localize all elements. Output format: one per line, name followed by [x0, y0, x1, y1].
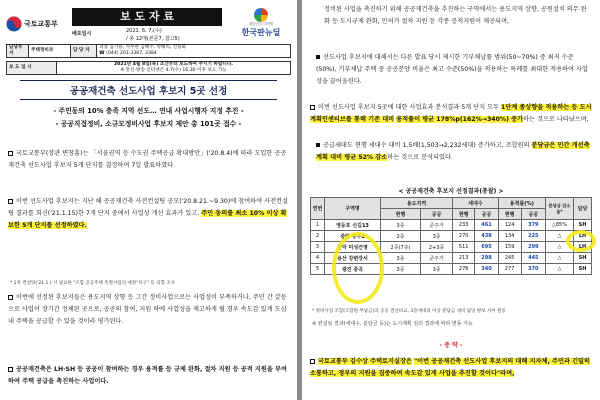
bullet-icon — [316, 143, 320, 147]
sub-header: 공공 — [521, 209, 545, 220]
col-zone: 용도지역 — [381, 198, 453, 209]
square-bullet-icon — [8, 199, 13, 204]
brand-small: 대한민국 대전환 — [248, 22, 274, 26]
right-para-3: 이번 선도사업 후보지 5곳에 대한 사업효과 분석결과 5개 단지 모두 1단계 종상향을 적용하는 등 도시계획인센티브를 통해 기존 대비 용적률이 평균 178%p(162%→340%) 증가하는 것으로 나타났으며, — [310, 104, 592, 123]
table-row: 3 관악 미성건영 2종(7층) 2+3종 511 695 159 299 △ LH — [311, 242, 592, 253]
square-bullet-icon — [8, 367, 13, 372]
contact-phone: ☎ (044) 201-3387, 3384 — [99, 51, 157, 56]
headline-sub2: - 공공직접정비, 소규모정비사업 후보지 제안 총 101곳 접수 - — [55, 120, 242, 128]
sub-header: 현행 — [381, 209, 421, 220]
header — [6, 8, 291, 74]
right-para-4: 공급세대도 현행 세대수 대비 1.5배(1,503→2,232세대) 증가하고, 조합원의 분담금은 민간 개선축 계획 대비 평균 52% 감소하는 것으로 분석되었다. — [316, 142, 590, 161]
left-para-1: 국토교통부(장관 변창흠)는 「서울권역 등 수도권 주택공급 확대방안」('20.8.4)에 따라 도입한 공공재건축 선도사업 후보지 5개 단지를 결정하여 7일 발표하였다. — [8, 150, 287, 169]
press-release-title: 보 도 자 료 — [72, 8, 222, 26]
brand-emblem-icon — [254, 8, 268, 22]
headline-sub1: - 주민동의 10% 충족 지역 선도… 연내 사업시행자 지정 추진 - — [53, 107, 244, 115]
col-no: 연번 — [311, 198, 325, 220]
sub-header: 공공 — [421, 209, 453, 220]
release-date-label: 배포일시 — [72, 31, 92, 37]
sub-header: 현행 — [498, 209, 521, 220]
square-bullet-icon — [310, 359, 315, 364]
contact-person-label: 담 당 자 — [71, 45, 97, 58]
left-page — [0, 0, 297, 400]
bullet-icon — [316, 55, 320, 59]
highlight-circle-owner — [566, 230, 596, 252]
headline-box — [20, 80, 277, 128]
col-name: 구역명 — [325, 198, 381, 220]
sub-header: 현행 — [453, 209, 475, 220]
highlight-circle-names — [332, 232, 384, 304]
contact-dept: 주택정비과 — [29, 45, 71, 58]
table-row: 4 용산 강변강서 3종 준주거 213 298 245 445 △ SH — [311, 253, 592, 264]
headline-title: 공공재건축 선도사업 후보지 5곳 선정 — [20, 80, 277, 100]
right-page — [302, 0, 600, 400]
table-row: 5 광진 중곡 3종 3종 276 340 277 370 △ SH — [311, 264, 592, 275]
square-bullet-icon — [310, 105, 315, 110]
section-separator: - 중 략 - — [439, 342, 463, 349]
embargo-line1: 2021년 4월 8일(목) 조간부터 보도하여 주시기 바랍니다. — [113, 62, 234, 67]
brand-badge — [232, 8, 290, 42]
col-cost: 분담금 감소율* — [546, 198, 574, 220]
table-note-2: ※ 컨설팅 결과(세대수, 분담금 등)는 도시계획 심의 결과에 따라 변동 가능 — [312, 321, 473, 327]
embargo-line2: ※ 통신·방송·인터넷은 4.7(수) 16:30 이후 보도 가능 — [120, 68, 227, 73]
contact-table — [6, 44, 291, 58]
table-row: 1 영등포 신길13 3종 준주거 233 461 124 379 △85% SH — [311, 220, 592, 231]
left-footnote: * 1차 컨설팅('21.1.) 시 필요한 "조합 공공주택 특별사업의 예정"치구" 등 의향 조사 — [10, 281, 175, 286]
release-date: 2021. 6. 7.(수) — [126, 28, 162, 34]
table-note-1: * 정비사업 조합(조합원 부담금)과 공공 결산비교, 3층세대의 이상 분담금 대비 담당 발보 사이 원동 — [312, 309, 506, 314]
left-para-4: 공공재건축은 LH·SH 등 공공이 참여하는 경우 용적률 등 규제 완화, 절차 지원 등 공적 지원을 부여하여 주택 공급을 촉진하는 사업이다. — [8, 366, 287, 385]
table-row: 2 중랑 망우1 2종 3종 270 438 134 225 △ LH — [311, 231, 592, 242]
ministry-logo — [6, 14, 60, 36]
sub-header: 공공 — [475, 209, 498, 220]
right-para-1: 정비된 사업을 촉진하기 위해 공공재건축을 추진하는 구역에서는 용도지역 상향, 공원설치 의무 완화 등 도시규제 완화, 인허가 절차 지원 등 각종 공적지원이 제공되며, — [324, 6, 587, 25]
square-bullet-icon — [8, 295, 13, 300]
right-para-quote: 국토교통부 김수상 주택토지실장은 "이번 공공재건축 선도사업 후보지의 대해 지자체, 주민과 긴밀히 소통하고, 정부의 지원을 집중하여 속도감 있게 사업을 추진할 것이다"라며, — [310, 358, 590, 377]
col-far: 용적률(%) — [498, 198, 545, 209]
ministry-name: 국토교통부 — [24, 20, 58, 28]
table-caption: < 공공재건축 후보지 선정결과(총괄) > — [398, 188, 504, 195]
embargo-table — [6, 61, 291, 75]
contact-dept-label: 담당부서 — [7, 45, 29, 58]
square-bullet-icon — [8, 151, 13, 156]
col-owner: 담당 — [574, 198, 592, 220]
embargo-label: 보 도 일 시 — [7, 62, 57, 75]
left-para-3: 이번에 선정된 후보지들은 용도지역 상향 등 그간 정비사업으로는 사업성이 부족하거나, 주민 간 갈등으로 사업이 장기간 정체된 곳으로, 공공의 참여, 지원 하에 사업성을 제고하게 될 경우 속도감 있게 도심 내 주택을 공급할 수 있을 것이라 평가된다. — [8, 294, 287, 325]
left-para-2: 이번 선도사업 후보지는 지난 해 공공재건축 사전컨설팅 공모('20.8.21.~9.30)에 참여하여 사전컨설팅 결과를 회신('21.1.15)한 7개 단지 중에서 사업성 개선 효과가 있고, 주민 동의를 최소 10% 이상 확보한 5개 단지를 선정하였다. — [8, 198, 288, 229]
right-para-2: 선도사업 후보지에 대해서는 다른 발표 당시 제시한 기부채납률 범위(50~70%) 중 최저 수준(50%), 기부채납 주택 중 공공분양 비율은 최고 수준(50%)을 적용하는 특례를 최대한 적용하여 사업성을 끌어올린다. — [316, 54, 588, 85]
brand-name: 한국판뉴딜 — [241, 28, 281, 37]
contact-people: 과장 김기용, 사무관 김혜주, 박해리, 신용화 — [99, 45, 187, 50]
col-units: 세대수 — [453, 198, 499, 209]
release-pages: / 총 12매(본문7, 참고5) — [126, 36, 180, 42]
taegeuk-icon — [6, 16, 22, 32]
